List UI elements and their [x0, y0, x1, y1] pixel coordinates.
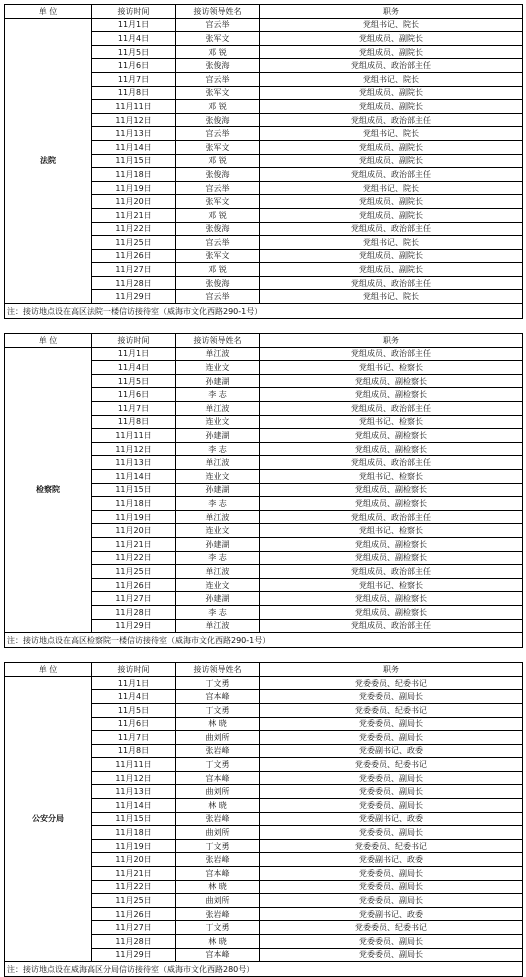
date-cell: 11月29日: [92, 619, 176, 633]
leader-name-cell: 宫云举: [176, 72, 260, 86]
header-leader: 接访领导姓名: [176, 663, 260, 677]
date-cell: 11月29日: [92, 948, 176, 962]
date-cell: 11月5日: [92, 45, 176, 59]
position-cell: 党组书记、检察长: [260, 415, 523, 429]
date-cell: 11月27日: [92, 921, 176, 935]
header-date: 接访时间: [92, 5, 176, 19]
schedule-section: [4, 333, 523, 648]
leader-name-cell: 单江波: [176, 347, 260, 361]
leader-name-cell: 邓 锐: [176, 208, 260, 222]
leader-name-cell: 宫本峰: [176, 948, 260, 962]
position-cell: 党委委员、副局长: [260, 948, 523, 962]
position-cell: 党委委员、副局长: [260, 690, 523, 704]
position-cell: 党组书记、院长: [260, 290, 523, 304]
note-row: [5, 304, 523, 319]
leader-name-cell: 连业文: [176, 524, 260, 538]
table-row: [5, 676, 523, 690]
leader-name-cell: 张军文: [176, 249, 260, 263]
leader-name-cell: 孙建湖: [176, 483, 260, 497]
header-position: 职务: [260, 5, 523, 19]
date-cell: 11月15日: [92, 154, 176, 168]
location-note: 注：接访地点设在高区检察院一楼信访接待室（威海市文化西路290-1号）: [5, 633, 523, 648]
date-cell: 11月7日: [92, 72, 176, 86]
date-cell: 11月22日: [92, 551, 176, 565]
position-cell: 党委委员、纪委书记: [260, 676, 523, 690]
date-cell: 11月18日: [92, 497, 176, 511]
position-cell: 党委委员、副局长: [260, 731, 523, 745]
header-leader: 接访领导姓名: [176, 334, 260, 348]
position-cell: 党委副书记、政委: [260, 853, 523, 867]
date-cell: 11月7日: [92, 731, 176, 745]
position-cell: 党组书记、院长: [260, 181, 523, 195]
position-cell: 党组成员、政治部主任: [260, 276, 523, 290]
leader-name-cell: 张俊海: [176, 222, 260, 236]
leader-name-cell: 宫云举: [176, 181, 260, 195]
leader-name-cell: 李 志: [176, 388, 260, 402]
date-cell: 11月22日: [92, 880, 176, 894]
leader-name-cell: 张军文: [176, 86, 260, 100]
note-row: [5, 633, 523, 648]
unit-cell: 法院: [5, 18, 92, 303]
date-cell: 11月25日: [92, 894, 176, 908]
header-unit: 单 位: [5, 5, 92, 19]
position-cell: 党委委员、副局长: [260, 826, 523, 840]
date-cell: 11月20日: [92, 195, 176, 209]
position-cell: 党组成员、副检察长: [260, 442, 523, 456]
unit-cell: 检察院: [5, 347, 92, 632]
date-cell: 11月20日: [92, 853, 176, 867]
date-cell: 11月21日: [92, 208, 176, 222]
position-cell: 党组成员、副院长: [260, 195, 523, 209]
header-unit: 单 位: [5, 334, 92, 348]
leader-name-cell: 邓 锐: [176, 100, 260, 114]
leader-name-cell: 邓 锐: [176, 45, 260, 59]
position-cell: 党组成员、副检察长: [260, 429, 523, 443]
date-cell: 11月8日: [92, 744, 176, 758]
leader-name-cell: 张军文: [176, 32, 260, 46]
position-cell: 党组成员、副院长: [260, 86, 523, 100]
date-cell: 11月11日: [92, 100, 176, 114]
date-cell: 11月11日: [92, 429, 176, 443]
date-cell: 11月5日: [92, 703, 176, 717]
date-cell: 11月8日: [92, 415, 176, 429]
header-date: 接访时间: [92, 663, 176, 677]
leader-name-cell: 连业文: [176, 578, 260, 592]
date-cell: 11月19日: [92, 181, 176, 195]
position-cell: 党组书记、院长: [260, 72, 523, 86]
leader-name-cell: 单江波: [176, 619, 260, 633]
position-cell: 党组成员、副院长: [260, 154, 523, 168]
position-cell: 党组成员、副检察长: [260, 551, 523, 565]
date-cell: 11月12日: [92, 442, 176, 456]
date-cell: 11月1日: [92, 347, 176, 361]
position-cell: 党组书记、检察长: [260, 361, 523, 375]
date-cell: 11月6日: [92, 717, 176, 731]
position-cell: 党组成员、政治部主任: [260, 222, 523, 236]
leader-name-cell: 单江波: [176, 456, 260, 470]
position-cell: 党组成员、副院长: [260, 140, 523, 154]
leader-name-cell: 李 志: [176, 551, 260, 565]
leader-name-cell: 张军文: [176, 140, 260, 154]
leader-name-cell: 单江波: [176, 402, 260, 416]
position-cell: 党委副书记、政委: [260, 812, 523, 826]
position-cell: 党委委员、副局长: [260, 880, 523, 894]
leader-name-cell: 林 晓: [176, 880, 260, 894]
leader-name-cell: 宫云举: [176, 290, 260, 304]
position-cell: 党委委员、副局长: [260, 799, 523, 813]
header-date: 接访时间: [92, 334, 176, 348]
header-unit: 单 位: [5, 663, 92, 677]
position-cell: 党委委员、副局长: [260, 785, 523, 799]
header-row: [5, 334, 523, 348]
position-cell: 党组成员、副院长: [260, 32, 523, 46]
date-cell: 11月5日: [92, 374, 176, 388]
position-cell: 党组成员、副检察长: [260, 537, 523, 551]
leader-name-cell: 丁文勇: [176, 758, 260, 772]
leader-name-cell: 宫云举: [176, 236, 260, 250]
date-cell: 11月21日: [92, 867, 176, 881]
date-cell: 11月15日: [92, 483, 176, 497]
header-row: [5, 663, 523, 677]
leader-name-cell: 张岩峰: [176, 907, 260, 921]
schedule-table: [4, 333, 523, 648]
position-cell: 党委副书记、政委: [260, 907, 523, 921]
leader-name-cell: 张俊海: [176, 113, 260, 127]
date-cell: 11月14日: [92, 140, 176, 154]
leader-name-cell: 张岩峰: [176, 812, 260, 826]
header-leader: 接访领导姓名: [176, 5, 260, 19]
date-cell: 11月7日: [92, 402, 176, 416]
position-cell: 党组成员、政治部主任: [260, 59, 523, 73]
date-cell: 11月6日: [92, 59, 176, 73]
position-cell: 党委委员、副局长: [260, 894, 523, 908]
position-cell: 党组成员、副院长: [260, 263, 523, 277]
schedule-table: [4, 4, 523, 319]
header-row: [5, 5, 523, 19]
position-cell: 党组成员、副检察长: [260, 388, 523, 402]
date-cell: 11月11日: [92, 758, 176, 772]
position-cell: 党组书记、院长: [260, 127, 523, 141]
position-cell: 党组书记、检察长: [260, 578, 523, 592]
table-row: [5, 347, 523, 361]
date-cell: 11月1日: [92, 18, 176, 32]
leader-name-cell: 宫云举: [176, 127, 260, 141]
leader-name-cell: 宫本峰: [176, 690, 260, 704]
header-position: 职务: [260, 334, 523, 348]
date-cell: 11月28日: [92, 276, 176, 290]
position-cell: 党组成员、副院长: [260, 45, 523, 59]
position-cell: 党组成员、政治部主任: [260, 565, 523, 579]
date-cell: 11月27日: [92, 592, 176, 606]
location-note: 注：接访地点设在威海高区分局信访接待室（威海市文化西路280号）: [5, 962, 523, 977]
leader-name-cell: 林 晓: [176, 799, 260, 813]
position-cell: 党组成员、政治部主任: [260, 402, 523, 416]
location-note: 注：接访地点设在高区法院一楼信访接待室（威海市文化西路290-1号）: [5, 304, 523, 319]
position-cell: 党组成员、副检察长: [260, 497, 523, 511]
position-cell: 党组成员、副院长: [260, 249, 523, 263]
leader-name-cell: 曲刘所: [176, 785, 260, 799]
leader-name-cell: 张岩峰: [176, 744, 260, 758]
leader-name-cell: 张军文: [176, 195, 260, 209]
date-cell: 11月1日: [92, 676, 176, 690]
date-cell: 11月4日: [92, 690, 176, 704]
date-cell: 11月15日: [92, 812, 176, 826]
leader-name-cell: 林 晓: [176, 717, 260, 731]
date-cell: 11月26日: [92, 907, 176, 921]
position-cell: 党委委员、纪委书记: [260, 758, 523, 772]
date-cell: 11月6日: [92, 388, 176, 402]
header-position: 职务: [260, 663, 523, 677]
leader-name-cell: 孙建湖: [176, 592, 260, 606]
position-cell: 党组成员、政治部主任: [260, 347, 523, 361]
leader-name-cell: 孙建湖: [176, 374, 260, 388]
position-cell: 党组成员、副检察长: [260, 605, 523, 619]
table-row: [5, 18, 523, 32]
position-cell: 党组成员、政治部主任: [260, 510, 523, 524]
leader-name-cell: 李 志: [176, 442, 260, 456]
position-cell: 党组成员、政治部主任: [260, 619, 523, 633]
position-cell: 党委委员、纪委书记: [260, 703, 523, 717]
position-cell: 党组书记、院长: [260, 236, 523, 250]
leader-name-cell: 李 志: [176, 497, 260, 511]
leader-name-cell: 连业文: [176, 415, 260, 429]
leader-name-cell: 邓 锐: [176, 263, 260, 277]
date-cell: 11月4日: [92, 32, 176, 46]
leader-name-cell: 宫本峰: [176, 867, 260, 881]
leader-name-cell: 曲刘所: [176, 731, 260, 745]
date-cell: 11月28日: [92, 935, 176, 949]
position-cell: 党组成员、政治部主任: [260, 113, 523, 127]
position-cell: 党委委员、副局长: [260, 717, 523, 731]
date-cell: 11月29日: [92, 290, 176, 304]
date-cell: 11月19日: [92, 510, 176, 524]
date-cell: 11月28日: [92, 605, 176, 619]
leader-name-cell: 丁文勇: [176, 839, 260, 853]
schedule-section: [4, 4, 523, 319]
leader-name-cell: 宫云举: [176, 18, 260, 32]
date-cell: 11月27日: [92, 263, 176, 277]
position-cell: 党组成员、副检察长: [260, 483, 523, 497]
leader-name-cell: 孙建湖: [176, 537, 260, 551]
date-cell: 11月13日: [92, 127, 176, 141]
leader-name-cell: 孙建湖: [176, 429, 260, 443]
date-cell: 11月26日: [92, 249, 176, 263]
note-row: [5, 962, 523, 977]
leader-name-cell: 张俊海: [176, 59, 260, 73]
leader-name-cell: 连业文: [176, 361, 260, 375]
position-cell: 党组成员、政治部主任: [260, 456, 523, 470]
date-cell: 11月13日: [92, 456, 176, 470]
date-cell: 11月4日: [92, 361, 176, 375]
leader-name-cell: 连业文: [176, 470, 260, 484]
date-cell: 11月19日: [92, 839, 176, 853]
date-cell: 11月21日: [92, 537, 176, 551]
date-cell: 11月12日: [92, 113, 176, 127]
position-cell: 党组成员、政治部主任: [260, 168, 523, 182]
position-cell: 党委委员、纪委书记: [260, 839, 523, 853]
position-cell: 党组书记、检察长: [260, 524, 523, 538]
date-cell: 11月18日: [92, 826, 176, 840]
leader-name-cell: 张俊海: [176, 168, 260, 182]
position-cell: 党委委员、纪委书记: [260, 921, 523, 935]
position-cell: 党委委员、副局长: [260, 771, 523, 785]
position-cell: 党委副书记、政委: [260, 744, 523, 758]
position-cell: 党组书记、院长: [260, 18, 523, 32]
leader-name-cell: 曲刘所: [176, 826, 260, 840]
date-cell: 11月20日: [92, 524, 176, 538]
date-cell: 11月14日: [92, 470, 176, 484]
leader-name-cell: 曲刘所: [176, 894, 260, 908]
date-cell: 11月26日: [92, 578, 176, 592]
date-cell: 11月8日: [92, 86, 176, 100]
date-cell: 11月14日: [92, 799, 176, 813]
leader-name-cell: 邓 锐: [176, 154, 260, 168]
leader-name-cell: 林 晓: [176, 935, 260, 949]
position-cell: 党组书记、检察长: [260, 470, 523, 484]
leader-name-cell: 丁文勇: [176, 703, 260, 717]
date-cell: 11月25日: [92, 565, 176, 579]
leader-name-cell: 张岩峰: [176, 853, 260, 867]
leader-name-cell: 李 志: [176, 605, 260, 619]
position-cell: 党组成员、副院长: [260, 100, 523, 114]
date-cell: 11月25日: [92, 236, 176, 250]
leader-name-cell: 单江波: [176, 510, 260, 524]
position-cell: 党组成员、副检察长: [260, 374, 523, 388]
leader-name-cell: 丁文勇: [176, 676, 260, 690]
position-cell: 党组成员、副院长: [260, 208, 523, 222]
unit-cell: 公安分局: [5, 676, 92, 961]
date-cell: 11月18日: [92, 168, 176, 182]
date-cell: 11月22日: [92, 222, 176, 236]
position-cell: 党委委员、副局长: [260, 935, 523, 949]
leader-name-cell: 丁文勇: [176, 921, 260, 935]
date-cell: 11月12日: [92, 771, 176, 785]
leader-name-cell: 张俊海: [176, 276, 260, 290]
leader-name-cell: 宫本峰: [176, 771, 260, 785]
leader-name-cell: 单江波: [176, 565, 260, 579]
position-cell: 党委委员、副局长: [260, 867, 523, 881]
date-cell: 11月13日: [92, 785, 176, 799]
position-cell: 党组成员、副检察长: [260, 592, 523, 606]
